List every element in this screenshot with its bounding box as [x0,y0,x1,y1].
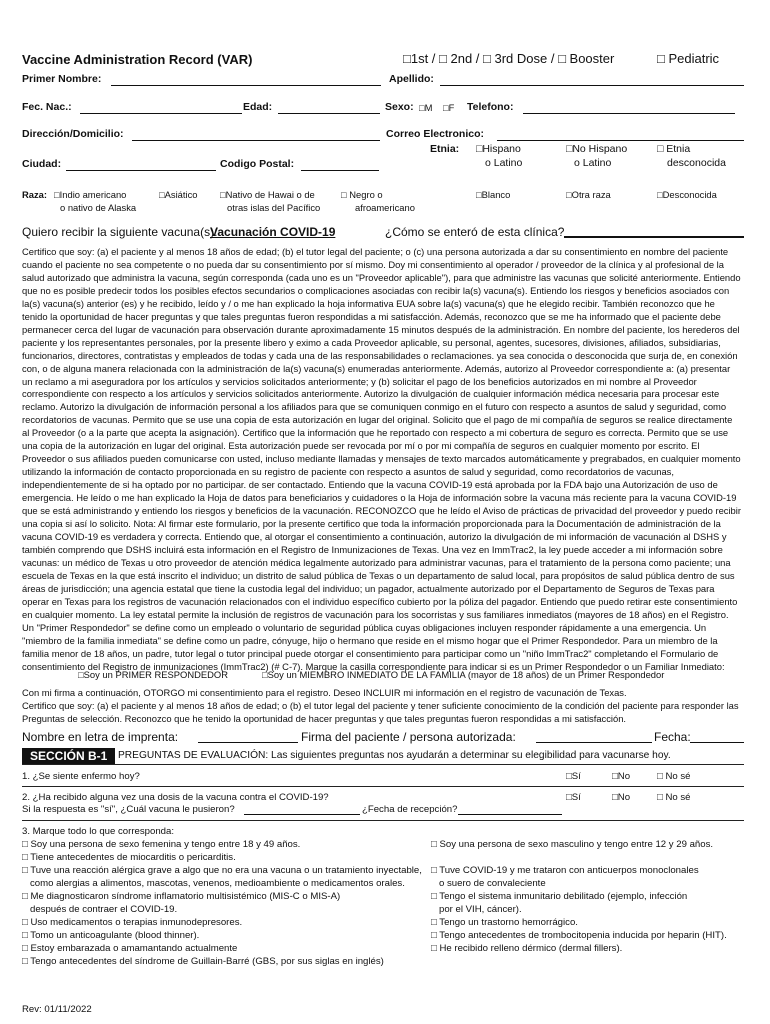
paragraph-line: independientemente de si ha optado por no participar. de ser contactado. Entiendo que la vacuna COVID-19 está aprobada por la FDA bajo una Autorización de uso de [22,479,718,491]
paragraph-line: reclamo. Autorizo la divulgación de información personal a los afiliados para que se comuniquen conmigo en el futuro con respecto a asuntos de salud y seguridad, como [22,401,727,413]
q2-no-checkbox[interactable]: □No [612,792,631,803]
checklist-item[interactable]: □ Tuve COVID-19 y me trataron con anticuerpos monoclonales [431,865,699,876]
q2-nose-checkbox[interactable]: □ No sé [657,792,691,803]
etnia-hispano-label2: o Latino [485,157,523,169]
direccion-field[interactable] [132,140,380,141]
question-2c: ¿Fecha de recepción? [362,804,458,815]
section-label: SECCIÓN B-1 [22,748,115,764]
checklist-item[interactable]: □ Tiene antecedentes de miocarditis o pericarditis. [22,852,236,863]
first-responder-checkbox[interactable]: □Soy un PRIMER RESPONDEDOR [78,669,228,680]
raza-asiatico-checkbox[interactable]: □Asiático [159,189,198,200]
paragraph-line: recordatorios de vacunas. Permito que se use una copia de esta autorización en lugar del original. Solicito que el pago de mi compañía de seguros se realice directamente [22,414,733,426]
sexo-label: Sexo: [385,101,414,113]
edad-field[interactable] [278,113,380,114]
checklist-item[interactable]: □ Estoy embarazada o amamantando actualmente [22,943,238,954]
etnia-label: Etnia: [430,143,460,155]
telefono-field[interactable] [523,113,735,114]
paragraph-line: consentimiento del Registro de inmunizaciones (ImmTrac2) (# C-7). Marque la casilla correspondiente para indicar si es un Primer Respondedor o un Familiar Inmediato: [22,660,725,672]
paragraph-line: la(s) vacuna(s) anterior (es) y he recibido, leído y / o me han explicado la hoja informativa EUA sobre la(s) vacuna(s) que he elegido recibir. También reconozco que he [22,297,715,309]
paragraph-line: Certifico que soy: (a) el paciente y al menos 18 años de edad; o (b) el tutor legal del paciente y tener suficiente conocimiento de la condición del paciente para responder las [22,699,739,711]
question-1: 1. ¿Se siente enfermo hoy? [22,771,140,782]
raza-hawai-checkbox[interactable]: □Nativo de Hawai o de [220,189,315,200]
vacuna-value: Vacunación COVID-19 [210,225,336,239]
checklist-item[interactable]: □ Soy una persona de sexo femenina y tengo entre 18 y 49 años. [22,839,301,850]
sexo-f-checkbox[interactable]: □F [443,102,455,113]
q2-si-checkbox[interactable]: □Sí [566,792,581,803]
checklist-item[interactable]: □ Tuve una reacción alérgica grave a algo que no era una vacuna o un tratamiento inyectable, [22,865,422,876]
fec-nac-field[interactable] [80,113,242,114]
sexo-m-checkbox[interactable]: □M [419,102,433,113]
question-2b: Si la respuesta es "sí", ¿Cuál vacuna le pusieron? [22,804,235,815]
checklist-item[interactable]: □ Tengo antecedentes de trombocitopenia inducida por heparin (HIT). [431,930,727,941]
q1-si-checkbox[interactable]: □Sí [566,771,581,782]
etnia-no-hispano-checkbox[interactable]: □No Hispano [566,143,628,155]
checklist-item[interactable]: □ Me diagnosticaron síndrome inflamatorio multisistémico (MIS-C o MIS-A) [22,891,341,902]
paragraph-line: familia menor de 18 años, un padre, tutor legal o tutor principal puede otorgar el consentimiento para participar como un "niño ImmTrac2" completando el Formulario de [22,647,719,659]
firma-label: Firma del paciente / persona autorizada: [301,730,516,744]
raza-negro-checkbox[interactable]: □ Negro o [341,189,383,200]
ciudad-label: Ciudad: [22,158,62,170]
paragraph-line: una copia si así lo solicito. Nota: Al firmar este formulario, por la presente certifico que toda la información proporcionada para la Documentación de administración de la [22,518,721,530]
telefono-label: Telefono: [467,101,514,113]
primer-nombre-label: Primer Nombre: [22,73,102,85]
raza-negro-label2: afroamericano [355,202,415,213]
paragraph-line: correspondiente con respecto a los artículos y servicios solicitados anteriormente. Autorizo la divulgación de cualquier información médica necesaria para procesar este [22,388,720,400]
raza-hawai-label2: otras islas del Pacífico [227,202,321,213]
paragraph-line: Certifico que soy: (a) el paciente y al menos 18 años de edad; (b) el tutor legal del paciente; o (c) una persona autorizada a dar su consentimiento en nombre del paciente [22,246,729,257]
correo-field[interactable] [497,140,744,141]
paragraph-line: que no es posible predecir todos los posibles efectos secundarios o complicaciones asociadas con recibir la(s) vacuna(s). Entiendo los riesgos y beneficios asociados con [22,284,730,296]
paragraph-line: funcionarios, directores, contratistas y empleados de todas y cada una de las responsabilidades o reclamaciones. ya sea conocida o desconocida que surja de, en conexión [22,349,738,361]
paragraph-line: en cualquier momento. La ley estatal permite la inclusión de registros de vacunación para los socorristas y sus familiares inmediatos (mayores de 18 años) en el Registro. [22,608,729,620]
correo-label: Correo Electronico: [386,128,485,140]
family-member-checkbox[interactable]: □Soy un MIEMBRO INMEDIATO DE LA FAMILIA (mayor de 18 años) de un Primer Respondedor [262,669,665,680]
divider [22,764,744,765]
paragraph-line: cuando el paciente no sea competente o no pueda dar su consentimiento por sí mismo. Doy mi consentimiento al operador / proveedor de la clínica y al profesional de la [22,258,724,270]
paragraph-line: emergencia. He leído o me han explicado la Hoja de datos para beneficiarios y cuidadores o la Hoja de información sobre la vacuna más reciente para la vacuna COVID-19 [22,492,737,504]
checklist-item-continuation: como alergias a alimentos, mascotas, venenos, medioambiente o medicamentos orales. [22,878,405,889]
paragraph-line: vacunas: un médico de Texas u otro proveedor de atención médica legalmente autorizado para administrar vacunas, para el tratamiento de la persona como paciente; una [22,556,731,568]
apellido-field[interactable] [440,85,744,86]
q1-no-checkbox[interactable]: □No [612,771,631,782]
paragraph-line: una copia de la autorización en lugar del original. Esta autorización puede ser revocada por mí o por mi compañía de seguros en cualquier momento por escrito. El [22,440,700,452]
ciudad-field[interactable] [66,170,216,171]
apellido-label: Apellido: [389,73,434,85]
raza-blanco-checkbox[interactable]: □Blanco [476,189,511,200]
paragraph-line: permanecer cerca del lugar de vacunación para observación durante aproximadamente 15 minutos después de la administración. En nombre del paciente, los herederos del [22,323,740,335]
checklist-item[interactable]: □ Soy una persona de sexo masculino y tengo entre 12 y 29 años. [431,839,714,850]
paragraph-line: Preguntas de selección. Reconozco que he tenido la oportunidad de hacer preguntas y que tales preguntas fueron respondidas a mi satisfacción. [22,712,627,724]
vaccine-name-field[interactable] [244,814,360,815]
checklist-item-continuation: o suero de convaleciente [431,878,546,889]
checklist-item-continuation: por el VIH, cáncer). [431,904,522,915]
paragraph-line: salud autorizado que administra la vacuna, según corresponda (cada uno es un "Proveedor aplicable"), para que administre las vacunas que solicité anteriormente. Entiendo [22,271,741,283]
paragraph-line: operar en Texas para los registros de vacunación relacionados con el individuo específico cubierto por la póliza del pagador. Entiendo que puedo retirar este consentimiento [22,595,738,607]
checklist-item[interactable]: □ Tengo antecedentes del síndrome de Guillain-Barré (GBS, por sus siglas en inglés) [22,956,384,967]
checklist-item[interactable]: □ Tengo el sistema inmunitario debilitado (ejemplo, infección [431,891,688,902]
vacuna-question: Quiero recibir la siguiente vacuna(s): [22,225,218,239]
fecha-field[interactable] [690,742,744,743]
paragraph-line: vacuna COVID-19 es verdadera y correcta. Entiendo que, al otorgar el consentimiento a continuación, autorizo la divulgación de mi información de vacunación al DSHS y [22,530,727,542]
raza-indio-label2: o nativo de Alaska [60,202,137,213]
checklist-item[interactable]: □ Tengo un trastorno hemorrágico. [431,917,578,928]
paragraph-line: Proveedor o sus afiliados pueden comunicarse con usted, incluso mediante llamadas y mensajes de texto marcados automáticamente y pregrabados, en cualquier momento [22,453,741,465]
paragraph-line: también comprendo que DSHS incluirá esta información en el Registro de Inmunizaciones de Texas. Una vez en ImmTrac2, la ley puede acceder a mi información sobre [22,543,723,555]
section-title: PREGUNTAS DE EVALUACIÓN: Las siguientes preguntas nos ayudarán a determinar su elegibilidad para vacunarse hoy. [118,750,671,761]
edad-label: Edad: [243,101,273,113]
paragraph-line: con, o de alguna manera relacionada con la administración de la(s) vacuna(s) enumeradas anteriormente. Además, autorizo al Proveedor correspondiente a: (a) presentar [22,362,731,374]
paragraph-line: escuela de Texas en la que está inscrito el individuo; un distrito de salud pública de Texas o un departamento de salud local, para propósitos de salud pública dentro de sus [22,569,735,581]
paragraph-line: utilizando la información de contacto proporcionada en su registro de paciente con respecto a asuntos de salud y seguridad, como recordatorios de vacunas, [22,466,674,478]
direccion-label: Dirección/Domicilio: [22,128,124,140]
nombre-imprenta-label: Nombre en letra de imprenta: [22,730,179,744]
raza-indio-checkbox[interactable]: □Indio americano [54,189,127,200]
paragraph-line: tenido la oportunidad de hacer preguntas y que tales preguntas fueron respondidas a mi satisfacción. Además, reconozco que se me ha informado que el paciente debe [22,310,721,322]
pediatric-checkbox[interactable]: □ Pediatric [657,51,720,66]
entero-field[interactable] [564,236,744,238]
nombre-imprenta-field[interactable] [198,742,298,743]
fec-nac-label: Fec. Nac.: [22,101,72,113]
paragraph-line: "miembro de la familia inmediata" se define como un padre, cónyuge, hijo o hermano que reside en el mismo hogar que el Primer Respondedor. Para un miembro de la [22,634,718,646]
paragraph-line: áreas de jurisdicción; una agencia estatal que tiene la custodia legal del individuo; un pagador, actualmente autorizado por el Departamento de Seguros de Texas para [22,582,715,594]
consent-paragraph [22,246,748,673]
paragraph-line: al Proveedor (o a la parte que acepta la asignación). Certifico que la información que he reportado con respecto a mi cobertura de seguro es correcta. Permito que se use [22,427,729,439]
codigo-postal-label: Codigo Postal: [220,158,295,170]
dose-options[interactable]: □1st / □ 2nd / □ 3rd Dose / □ Booster [403,51,615,66]
checklist-item-continuation: después de contraer el COVID-19. [22,904,178,915]
consent-registry-paragraph [22,687,748,726]
paragraph-line: Con mi firma a continuación, OTORGO mi consentimiento para el registro. Deseo INCLUIR mi información en el registro de vacunación de Texas. [22,687,627,698]
raza-label: Raza: [22,189,48,200]
paragraph-line: que se está administrando y entiendo los riesgos y beneficios de la vacunación. RECONOZCO que he leído el Aviso de prácticas de privacidad del proveedor y puedo recibir [22,505,741,517]
raza-desconocida-checkbox[interactable]: □Desconocida [657,189,717,200]
checklist-item[interactable]: □ Uso medicamentos o terapias inmunodepresores. [22,917,243,928]
checklist-item[interactable]: □ Tomo un anticoagulante (blood thinner). [22,930,200,941]
raza-otra-checkbox[interactable]: □Otra raza [566,189,611,200]
q1-nose-checkbox[interactable]: □ No sé [657,771,691,782]
etnia-hispano-checkbox[interactable]: □Hispano [476,143,521,155]
divider [22,786,744,787]
revision-date: Rev: 01/11/2022 [22,1004,92,1015]
etnia-desconocida-checkbox[interactable]: □ Etnia [657,143,691,155]
question-2: 2. ¿Ha recibido alguna vez una dosis de la vacuna contra el COVID-19? [22,792,329,803]
paragraph-line: un reclamo a mi aseguradora por los artículos y servicios solicitados anteriormente; y (b) solicitar el pago de los beneficios autorizados en mi nombre al Proveedor [22,375,697,387]
question-3: 3. Marque todo lo que corresponda: [22,826,175,837]
paragraph-line: paciente y los representantes personales, por la presente libero y eximo a cada Proveedor aplicable, su personal, agentes, sucesores, divisiones, afiliados, subsidiarias, [22,336,721,348]
paragraph-line: Un "Primer Respondedor" se define como un empleado o voluntario de seguridad pública cuyas obligaciones incluyen responder rápidamente a una emergencia. Un [22,621,707,633]
etnia-no-hispano-label2: o Latino [574,157,612,169]
etnia-desconocida-label2: desconocida [667,157,726,169]
primer-nombre-field[interactable] [111,85,381,86]
firma-field[interactable] [536,742,652,743]
checklist-item[interactable]: □ He recibido relleno dérmico (dermal fillers). [431,943,623,954]
reception-date-field[interactable] [458,814,562,815]
fecha-label: Fecha: [654,730,691,744]
divider [22,820,744,821]
entero-question: ¿Cómo se enteró de esta clínica? [385,225,565,239]
codigo-postal-field[interactable] [301,170,379,171]
form-title: Vaccine Administration Record (VAR) [22,52,253,67]
